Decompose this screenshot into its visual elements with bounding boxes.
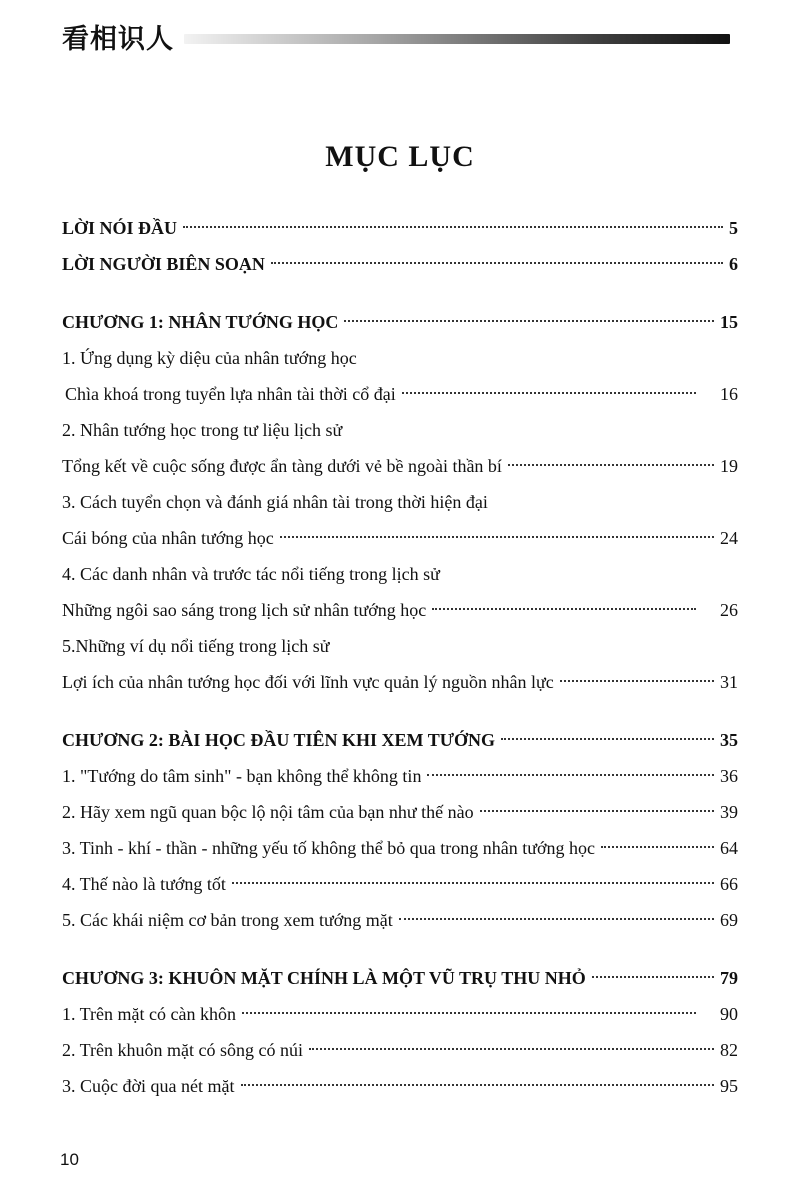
toc-chapter-3[interactable] [62, 960, 738, 996]
toc-entry-page: 6 [729, 254, 738, 274]
toc-entry-title: 4. Các danh nhân và trước tác nổi tiếng trong lịch sử [62, 564, 440, 584]
toc-entry[interactable] [62, 592, 738, 628]
toc-entry-page: 31 [720, 672, 738, 692]
toc-entry-title: 2. Hãy xem ngũ quan bộc lộ nội tâm của bạn như thế nào [62, 802, 474, 822]
toc-entry-loi-noi-dau[interactable] [62, 210, 738, 246]
toc-entry-page: 19 [720, 456, 738, 476]
toc-entry-title: CHƯƠNG 2: BÀI HỌC ĐẦU TIÊN KHI XEM TƯỚNG [62, 730, 496, 750]
toc-entry-page: 5 [729, 218, 738, 238]
toc-entry-title: 5.Những ví dụ nổi tiếng trong lịch sử [62, 636, 330, 656]
toc-entry[interactable] [62, 866, 738, 902]
dot-leader [402, 392, 696, 394]
toc-entry-title: 1. "Tướng do tâm sinh" - bạn không thể không tin [62, 766, 422, 786]
toc-entry-title: CHƯƠNG 1: NHÂN TƯỚNG HỌC [62, 312, 339, 332]
toc-entry-title: Cái bóng của nhân tướng học [62, 528, 274, 548]
toc-section-heading[interactable] [62, 484, 738, 520]
dot-leader [601, 846, 714, 848]
dot-leader [242, 1012, 696, 1014]
dot-leader [271, 262, 723, 264]
header-decorative-bar [184, 34, 730, 44]
toc-entry-title: Những ngôi sao sáng trong lịch sử nhân tướng học [62, 600, 427, 620]
dot-leader [309, 1048, 714, 1050]
toc-entry[interactable] [62, 996, 738, 1032]
toc-entry-title: 5. Các khái niệm cơ bản trong xem tướng mặt [62, 910, 393, 930]
toc-chapter-1[interactable] [62, 304, 738, 340]
toc-section-heading[interactable] [62, 628, 738, 664]
toc-entry[interactable] [62, 664, 738, 700]
toc-entry-title: 2. Trên khuôn mặt có sông có núi [62, 1040, 303, 1060]
dot-leader [427, 774, 714, 776]
toc-entry-page: 66 [720, 874, 738, 894]
toc-entry-page: 90 [720, 1004, 738, 1024]
toc-entry-title: 2. Nhân tướng học trong tư liệu lịch sử [62, 420, 343, 440]
dot-leader [432, 608, 696, 610]
toc-entry-page: 82 [720, 1040, 738, 1060]
toc-entry-page: 15 [720, 312, 738, 332]
table-of-contents [62, 210, 738, 1104]
toc-entry-title: Tổng kết về cuộc sống được ẩn tàng dưới vẻ bề ngoài thần bí [62, 456, 502, 476]
toc-entry[interactable] [62, 758, 738, 794]
toc-entry-page: 16 [720, 384, 738, 404]
toc-entry-page: 35 [720, 730, 738, 750]
toc-entry-page: 64 [720, 838, 738, 858]
toc-entry[interactable] [62, 520, 738, 556]
toc-entry-title: 3. Tinh - khí - thần - những yếu tố không thể bỏ qua trong nhân tướng học [62, 838, 595, 858]
running-header [62, 14, 730, 58]
dot-leader [592, 976, 714, 978]
toc-entry-page: 26 [720, 600, 738, 620]
toc-section-heading[interactable] [62, 412, 738, 448]
toc-entry-title: 3. Cuộc đời qua nét mặt [62, 1076, 235, 1096]
toc-entry[interactable] [62, 794, 738, 830]
dot-leader [560, 680, 714, 682]
toc-entry-page: 36 [720, 766, 738, 786]
toc-entry-title: Lợi ích của nhân tướng học đối với lĩnh vực quản lý nguồn nhân lực [62, 672, 554, 692]
dot-leader [344, 320, 714, 322]
toc-entry-title: Chìa khoá trong tuyển lựa nhân tài thời cổ đại [65, 384, 396, 404]
toc-entry-page: 69 [720, 910, 738, 930]
toc-title: MỤC LỤC [325, 140, 475, 173]
toc-entry[interactable] [62, 902, 738, 938]
toc-entry-title: LỜI NÓI ĐẦU [62, 218, 178, 238]
toc-chapter-2[interactable] [62, 722, 738, 758]
toc-entry-title: 4. Thế nào là tướng tốt [62, 874, 226, 894]
toc-entry[interactable] [62, 830, 738, 866]
toc-entry[interactable] [62, 376, 738, 412]
dot-leader [508, 464, 714, 466]
dot-leader [232, 882, 714, 884]
toc-entry-title: LỜI NGƯỜI BIÊN SOẠN [62, 254, 265, 274]
toc-section-heading[interactable] [62, 340, 738, 376]
toc-entry-page: 79 [720, 968, 738, 988]
toc-entry-title: 1. Trên mặt có càn khôn [62, 1004, 236, 1024]
dot-leader [501, 738, 714, 740]
dot-leader [399, 918, 714, 920]
toc-entry[interactable] [62, 1032, 738, 1068]
toc-entry-title: 1. Ứng dụng kỳ diệu của nhân tướng học [62, 348, 357, 368]
page-number: 10 [60, 1150, 79, 1169]
dot-leader [280, 536, 714, 538]
toc-entry-page: 39 [720, 802, 738, 822]
header-title: 看相识人 [62, 23, 174, 55]
toc-entry[interactable] [62, 1068, 738, 1104]
toc-entry-page: 24 [720, 528, 738, 548]
toc-entry-title: 3. Cách tuyển chọn và đánh giá nhân tài trong thời hiện đại [62, 492, 488, 512]
toc-entry-title: CHƯƠNG 3: KHUÔN MẶT CHÍNH LÀ MỘT VŨ TRỤ THU NHỎ [62, 968, 586, 988]
dot-leader [480, 810, 714, 812]
toc-entry-loi-nguoi-bien-soan[interactable] [62, 246, 738, 282]
toc-entry-page: 95 [720, 1076, 738, 1096]
toc-section-heading[interactable] [62, 556, 738, 592]
toc-entry[interactable] [62, 448, 738, 484]
dot-leader [241, 1084, 715, 1086]
dot-leader [183, 226, 723, 228]
